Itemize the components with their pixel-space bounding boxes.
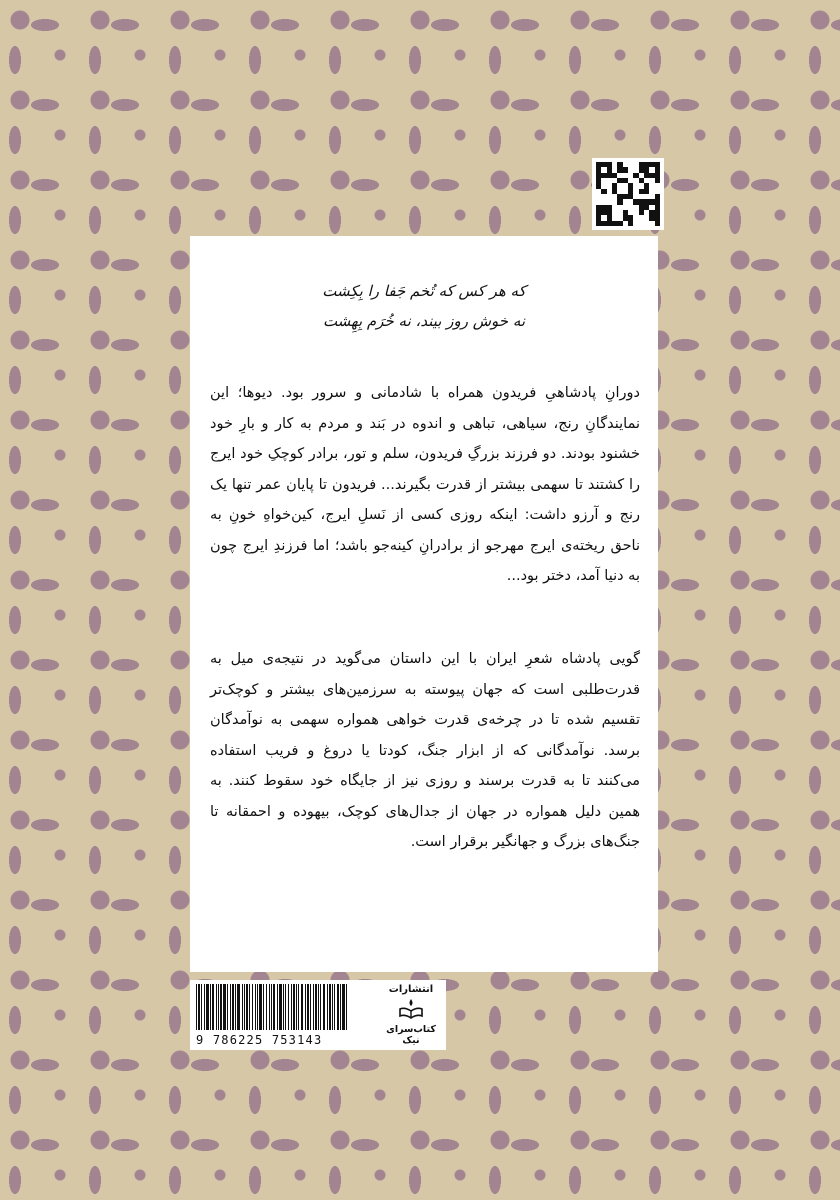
barcode-bar	[204, 984, 205, 1030]
barcode-bar	[283, 984, 284, 1030]
barcode-bar	[242, 984, 243, 1030]
barcode-bar	[255, 984, 256, 1030]
barcode-bar	[273, 984, 275, 1030]
barcode-bar	[216, 984, 217, 1030]
barcode-bar	[279, 984, 282, 1030]
barcode-bar	[293, 984, 295, 1030]
barcode-bar	[277, 984, 278, 1030]
barcode-bar	[201, 984, 202, 1030]
barcode-bar	[235, 984, 236, 1030]
paragraph-2: گویی پادشاه شعرِ ایران با این داستان می‌گوید در نتیجه‌ی میل به قدرت‌طلبی است که جهان پیوسته به سرزمین‌های بیشتر و کوچک‌تر تقسیم شده تا در چرخه‌ی قدرت خواهی همواره سهمی به نوآمدگان برسد. نوآمدگانی که از ابزار جنگ، کودتا یا دروغ و فریب استفاده می‌کنند تا به قدرت برسند و روزی نیز از جایگاه خود سقوط کنند. به همین دلیل همواره در جهان از جدال‌های کوچک، بیهوده و احمقانه تا جنگ‌های بزرگ و جهانگیر برقرار است.	[210, 651, 640, 850]
barcode-bar	[252, 984, 254, 1030]
barcode-bar	[327, 984, 328, 1030]
barcode-bar	[298, 984, 299, 1030]
barcode-bar	[337, 984, 339, 1030]
barcode-bar	[332, 984, 333, 1030]
barcode-bar	[307, 984, 309, 1030]
barcode-bar	[315, 984, 317, 1030]
barcode-bar	[288, 984, 290, 1030]
book-lamp-icon	[398, 997, 424, 1019]
barcode-bar	[271, 984, 272, 1030]
qr-module	[655, 221, 660, 226]
poem-line-1: که هر کس که تُخم جَفا را بِکِشت	[322, 282, 526, 300]
barcode-bar	[305, 984, 306, 1030]
barcode-bar	[323, 984, 326, 1030]
barcode-bar	[198, 984, 200, 1030]
publisher-label: انتشارات	[388, 984, 434, 995]
barcode-bar	[301, 984, 304, 1030]
barcode-bar	[342, 984, 345, 1030]
barcode-bar	[296, 984, 297, 1030]
barcode-bar	[230, 984, 231, 1030]
barcode-bar	[285, 984, 286, 1030]
isbn-number: 9 786225 753143	[196, 1033, 323, 1047]
barcode-bar	[266, 984, 268, 1030]
barcode-bar	[269, 984, 270, 1030]
barcode-bar	[212, 984, 214, 1030]
barcode-bar	[220, 984, 222, 1030]
barcode-bar	[232, 984, 234, 1030]
barcode-bar	[310, 984, 311, 1030]
barcode-bar	[244, 984, 245, 1030]
publisher-logo-box	[376, 980, 446, 1050]
barcode-bar	[340, 984, 341, 1030]
barcode-bar	[320, 984, 321, 1030]
barcode-bar	[196, 984, 197, 1030]
poem-couplet	[190, 276, 658, 336]
barcode-bar	[223, 984, 226, 1030]
barcode-bar	[318, 984, 319, 1030]
barcode-bar	[334, 984, 335, 1030]
barcode-bar	[227, 984, 228, 1030]
barcode-bar	[259, 984, 262, 1030]
poem-line-2: نه خوش روز بیند، نه خُرَم بِهِشت	[322, 312, 526, 330]
barcode-bar	[210, 984, 211, 1030]
paragraph-1: دورانِ پادشاهیِ فریدون همراه با شادمانی و سرور بود. دیوها؛ این نمایندگانِ رنج، سیاهی، تباهی و اندوه در بَند و مردم به کار و بارِ خود خشنود بودند. دو فرزند بزرگِ فریدون، سلم و تور، برادر کوچکِ خود ایرج را کشتند تا سهمی بیشتر از قدرت بگیرند... فریدون تا پایان عمر تنها یک رنج و آرزو داشت: اینکه روزی کسی از نَسلِ ایرج، کین‌خواهِ خونِ به ناحق ریخته‌ی ایرج مهرجو از برادرانِ کینه‌جو باشد؛ اما فرزندِ ایرج چون به دنیا آمد، دختر بود...	[210, 385, 640, 584]
barcode-bar	[218, 984, 219, 1030]
barcode-bar	[246, 984, 248, 1030]
isbn-barcode	[190, 980, 376, 1050]
barcode-bar	[329, 984, 331, 1030]
barcode-bar	[291, 984, 292, 1030]
barcode-bars	[196, 984, 370, 1030]
qr-code	[592, 158, 664, 230]
barcode-bar	[257, 984, 258, 1030]
barcode-bar	[346, 984, 347, 1030]
publisher-name: کتاب‌سرای نیک	[386, 1024, 436, 1046]
back-cover-text-panel	[190, 236, 658, 972]
barcode-bar	[206, 984, 209, 1030]
barcode-bar	[313, 984, 314, 1030]
barcode-bar	[237, 984, 240, 1030]
barcode-bar	[249, 984, 250, 1030]
barcode-bar	[263, 984, 264, 1030]
